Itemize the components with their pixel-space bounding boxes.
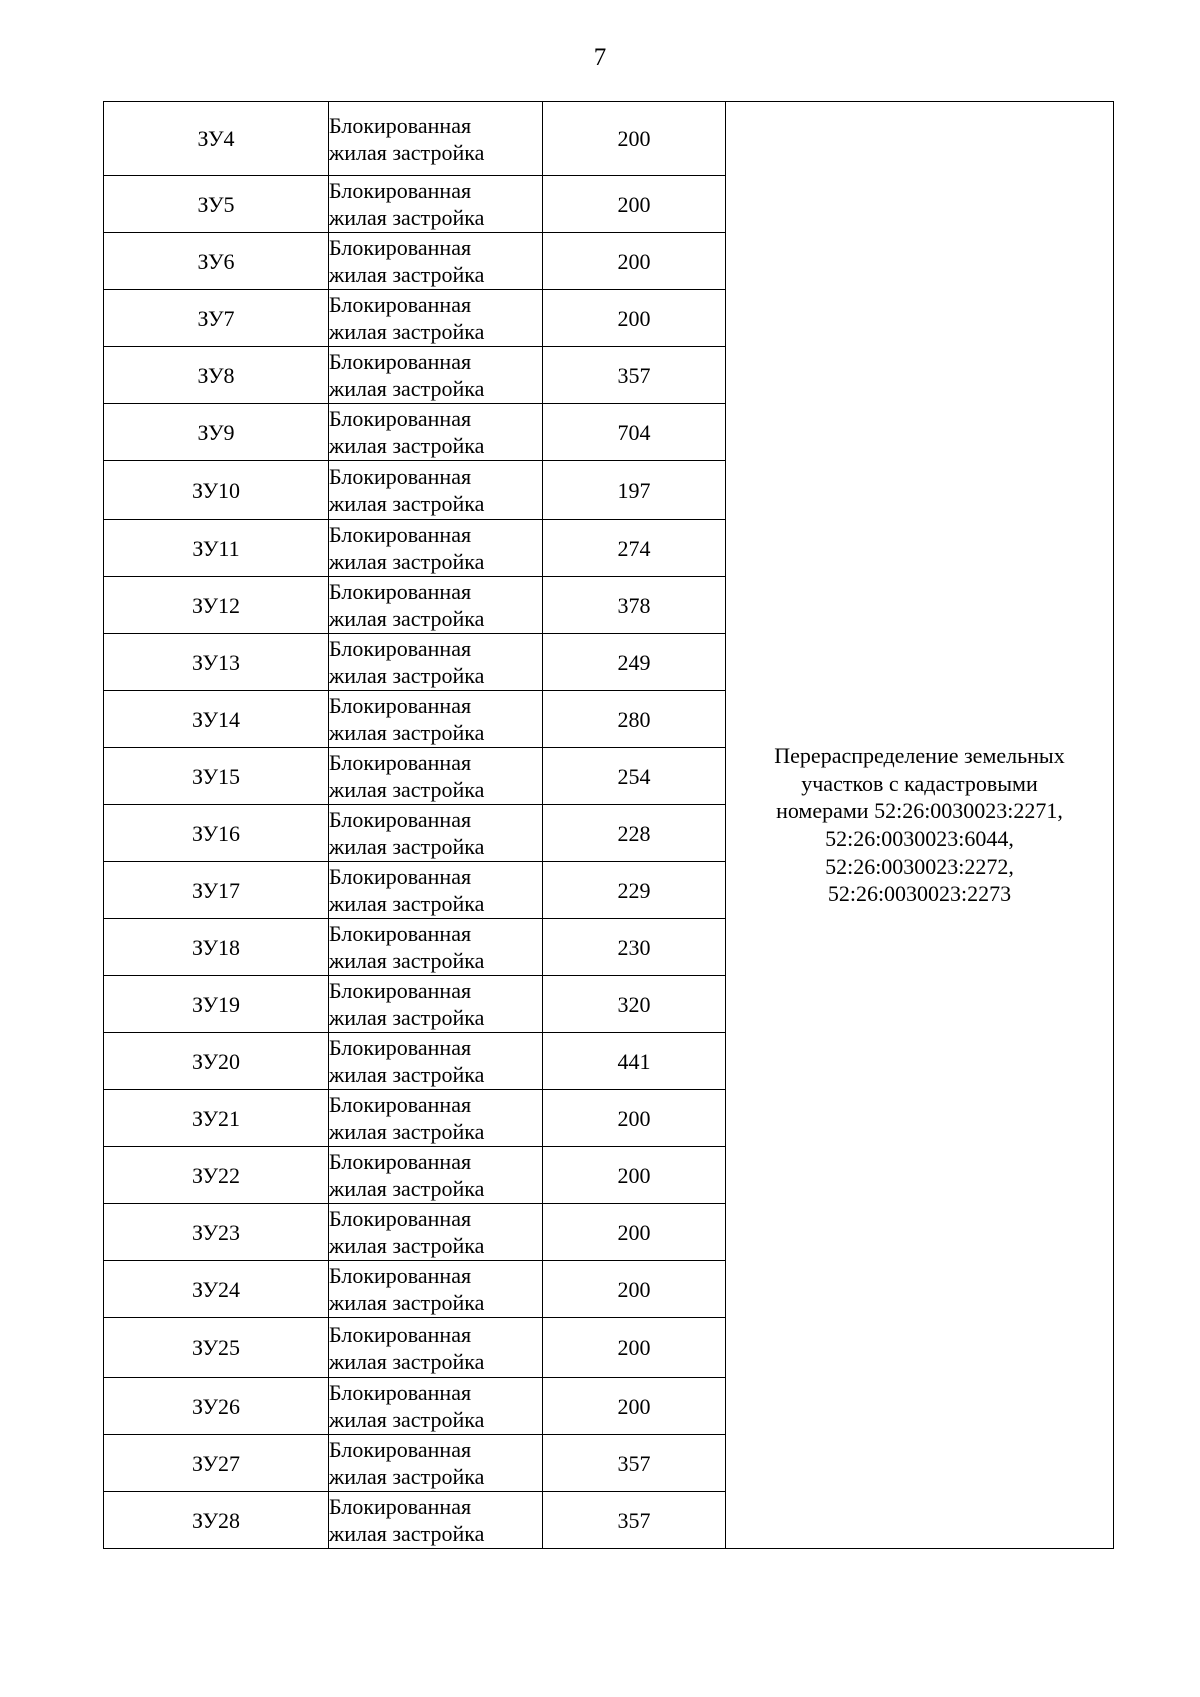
permitted-use-line2: жилая застройка (329, 1176, 485, 1201)
plot-area-cell: 704 (543, 404, 726, 461)
permitted-use-line2: жилая застройка (329, 1062, 485, 1087)
permitted-use-line2: жилая застройка (329, 1348, 485, 1374)
permitted-use-line1: Блокированная (329, 1206, 472, 1231)
permitted-use-cell (329, 520, 543, 577)
plot-area-cell: 249 (543, 634, 726, 691)
plot-id-cell: ЗУ21 (104, 1090, 329, 1147)
permitted-use-line2: жилая застройка (329, 948, 485, 973)
plot-area-cell: 229 (543, 862, 726, 919)
permitted-use-line1: Блокированная (329, 1321, 472, 1347)
permitted-use-line2: жилая застройка (329, 777, 485, 802)
plot-id-cell: ЗУ27 (104, 1435, 329, 1492)
permitted-use-line1: Блокированная (329, 921, 472, 946)
permitted-use-cell (329, 1435, 543, 1492)
formation-method-line: Перераспределение земельных (774, 743, 1065, 769)
plot-id-cell: ЗУ22 (104, 1147, 329, 1204)
permitted-use-line1: Блокированная (329, 636, 472, 661)
permitted-use-cell (329, 862, 543, 919)
plot-area-cell: 200 (543, 1318, 726, 1378)
plot-area-cell: 200 (543, 233, 726, 290)
permitted-use-line1: Блокированная (329, 406, 472, 431)
plot-id-cell: ЗУ8 (104, 347, 329, 404)
formation-method-line: номерами 52:26:0030023:2271, (776, 798, 1063, 824)
land-plots-table-body (104, 102, 1114, 1549)
permitted-use-line2: жилая застройка (329, 606, 485, 631)
plot-id-cell: ЗУ25 (104, 1318, 329, 1378)
plot-id-cell: ЗУ24 (104, 1261, 329, 1318)
permitted-use-line2: жилая застройка (329, 376, 485, 401)
permitted-use-line1: Блокированная (329, 112, 472, 138)
permitted-use-cell (329, 748, 543, 805)
permitted-use-line2: жилая застройка (329, 1119, 485, 1144)
land-plots-table (103, 101, 1114, 1549)
permitted-use-cell (329, 1090, 543, 1147)
permitted-use-line1: Блокированная (329, 464, 472, 489)
formation-method-line: 52:26:0030023:2272, (825, 853, 1014, 879)
plot-id-cell: ЗУ26 (104, 1378, 329, 1435)
permitted-use-line2: жилая застройка (329, 433, 485, 458)
permitted-use-cell (329, 233, 543, 290)
permitted-use-cell (329, 461, 543, 520)
permitted-use-line2: жилая застройка (329, 205, 485, 230)
plot-id-cell: ЗУ4 (104, 102, 329, 176)
plot-area-cell: 357 (543, 1492, 726, 1549)
plot-id-cell: ЗУ6 (104, 233, 329, 290)
plot-id-cell: ЗУ10 (104, 461, 329, 520)
plot-area-cell: 441 (543, 1033, 726, 1090)
permitted-use-line1: Блокированная (329, 864, 472, 889)
plot-area-cell: 197 (543, 461, 726, 520)
permitted-use-line2: жилая застройка (329, 834, 485, 859)
permitted-use-line1: Блокированная (329, 978, 472, 1003)
plot-area-cell: 357 (543, 1435, 726, 1492)
formation-method-line: 52:26:0030023:6044, (825, 826, 1014, 851)
plot-id-cell: ЗУ9 (104, 404, 329, 461)
permitted-use-line1: Блокированная (329, 693, 472, 718)
permitted-use-line2: жилая застройка (329, 1005, 485, 1030)
plot-id-cell: ЗУ14 (104, 691, 329, 748)
plot-id-cell: ЗУ15 (104, 748, 329, 805)
plot-area-cell: 200 (543, 1147, 726, 1204)
permitted-use-cell (329, 1204, 543, 1261)
permitted-use-cell (329, 691, 543, 748)
permitted-use-line2: жилая застройка (329, 1407, 485, 1432)
plot-area-cell: 320 (543, 976, 726, 1033)
permitted-use-line2: жилая застройка (329, 663, 485, 688)
plot-area-cell: 254 (543, 748, 726, 805)
plot-area-cell: 200 (543, 102, 726, 176)
formation-method-line: 52:26:0030023:2273 (827, 881, 1012, 907)
permitted-use-line1: Блокированная (329, 1092, 472, 1117)
permitted-use-cell (329, 290, 543, 347)
permitted-use-line1: Блокированная (329, 1035, 472, 1060)
permitted-use-line2: жилая застройка (329, 549, 485, 574)
permitted-use-cell (329, 1492, 543, 1549)
permitted-use-cell (329, 577, 543, 634)
permitted-use-cell (329, 805, 543, 862)
permitted-use-line1: Блокированная (329, 750, 472, 775)
permitted-use-line2: жилая застройка (329, 1290, 485, 1315)
permitted-use-line2: жилая застройка (329, 139, 485, 165)
plot-id-cell: ЗУ11 (104, 520, 329, 577)
formation-method-cell (726, 102, 1114, 1549)
plot-id-cell: ЗУ13 (104, 634, 329, 691)
plot-area-cell: 200 (543, 290, 726, 347)
permitted-use-line1: Блокированная (329, 349, 472, 374)
plot-area-cell: 200 (543, 1090, 726, 1147)
permitted-use-cell (329, 1147, 543, 1204)
permitted-use-line1: Блокированная (329, 807, 472, 832)
plot-id-cell: ЗУ20 (104, 1033, 329, 1090)
table-row (104, 102, 1114, 176)
permitted-use-cell (329, 404, 543, 461)
permitted-use-line1: Блокированная (329, 178, 472, 203)
permitted-use-line2: жилая застройка (329, 1464, 485, 1489)
permitted-use-cell (329, 1378, 543, 1435)
plot-area-cell: 378 (543, 577, 726, 634)
permitted-use-line2: жилая застройка (329, 1521, 485, 1546)
permitted-use-line2: жилая застройка (329, 491, 485, 516)
permitted-use-line2: жилая застройка (329, 319, 485, 344)
plot-area-cell: 200 (543, 1378, 726, 1435)
permitted-use-line1: Блокированная (329, 1149, 472, 1174)
permitted-use-line1: Блокированная (329, 1494, 472, 1519)
plot-area-cell: 274 (543, 520, 726, 577)
permitted-use-line1: Блокированная (329, 1437, 472, 1462)
plot-id-cell: ЗУ12 (104, 577, 329, 634)
plot-area-cell: 200 (543, 1204, 726, 1261)
plot-id-cell: ЗУ7 (104, 290, 329, 347)
permitted-use-line1: Блокированная (329, 579, 472, 604)
permitted-use-cell (329, 919, 543, 976)
plot-id-cell: ЗУ16 (104, 805, 329, 862)
plot-area-cell: 230 (543, 919, 726, 976)
plot-id-cell: ЗУ5 (104, 176, 329, 233)
plot-area-cell: 228 (543, 805, 726, 862)
plot-id-cell: ЗУ28 (104, 1492, 329, 1549)
page-number: 7 (593, 44, 607, 71)
permitted-use-cell (329, 976, 543, 1033)
permitted-use-cell (329, 176, 543, 233)
permitted-use-cell (329, 347, 543, 404)
permitted-use-line1: Блокированная (329, 522, 472, 547)
permitted-use-line2: жилая застройка (329, 891, 485, 916)
permitted-use-line1: Блокированная (329, 1263, 472, 1288)
plot-area-cell: 357 (543, 347, 726, 404)
permitted-use-line2: жилая застройка (329, 262, 485, 287)
plot-id-cell: ЗУ17 (104, 862, 329, 919)
permitted-use-line1: Блокированная (329, 292, 472, 317)
permitted-use-cell (329, 1261, 543, 1318)
plot-area-cell: 280 (543, 691, 726, 748)
permitted-use-cell (329, 102, 543, 176)
plot-id-cell: ЗУ18 (104, 919, 329, 976)
plot-area-cell: 200 (543, 176, 726, 233)
formation-method-line: участков с кадастровыми (801, 770, 1038, 796)
plot-id-cell: ЗУ23 (104, 1204, 329, 1261)
permitted-use-line1: Блокированная (329, 235, 472, 260)
plot-id-cell: ЗУ19 (104, 976, 329, 1033)
permitted-use-line2: жилая застройка (329, 1233, 485, 1258)
permitted-use-cell (329, 1318, 543, 1378)
permitted-use-line1: Блокированная (329, 1380, 472, 1405)
permitted-use-line2: жилая застройка (329, 720, 485, 745)
plot-area-cell: 200 (543, 1261, 726, 1318)
permitted-use-cell (329, 1033, 543, 1090)
permitted-use-cell (329, 634, 543, 691)
